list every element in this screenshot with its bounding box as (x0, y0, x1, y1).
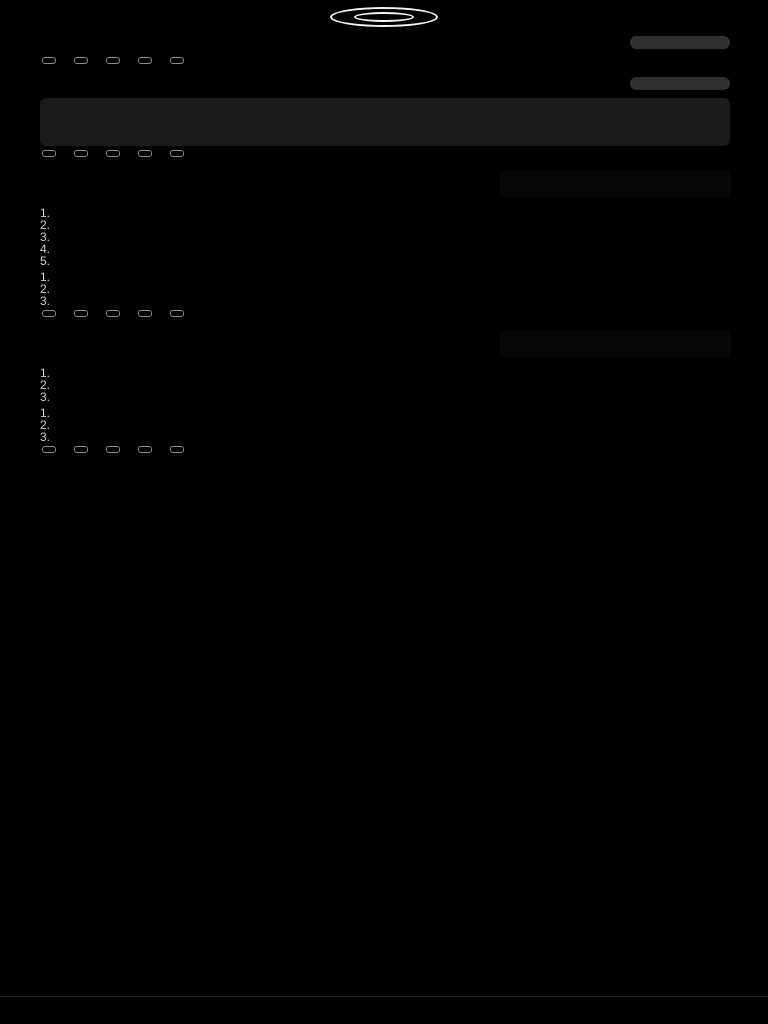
copy-icon[interactable] (42, 57, 56, 64)
message-actions (42, 446, 730, 456)
list-item (40, 208, 730, 218)
thumbs-down-icon[interactable] (106, 310, 120, 317)
list-item (40, 272, 730, 282)
list-item (40, 392, 730, 402)
list-item (40, 256, 730, 266)
list-number: 1. (40, 206, 51, 220)
list-item-text (84, 392, 730, 402)
list-number: 5. (40, 254, 51, 268)
user-message-bubble (630, 77, 730, 90)
read-aloud-icon[interactable] (138, 446, 152, 453)
read-aloud-icon[interactable] (138, 150, 152, 157)
list-item (40, 244, 730, 254)
list-item-text (84, 232, 730, 242)
user-image-upload (40, 330, 730, 360)
copy-icon[interactable] (42, 310, 56, 317)
list-number: 1. (40, 366, 51, 380)
thumbs-down-icon[interactable] (106, 150, 120, 157)
assistant-message (40, 208, 730, 320)
logo-mark (354, 12, 414, 22)
numbered-list (40, 272, 730, 306)
list-number: 4. (40, 242, 51, 256)
numbered-list (40, 368, 730, 402)
assistant-message (40, 368, 730, 456)
list-item-text (84, 272, 730, 282)
regenerate-icon[interactable] (170, 57, 184, 64)
list-item (40, 420, 730, 430)
list-item-text (84, 244, 730, 254)
user-message (40, 36, 730, 49)
list-number: 3. (40, 294, 51, 308)
list-number: 2. (40, 418, 51, 432)
read-aloud-icon[interactable] (138, 310, 152, 317)
thumbs-up-icon[interactable] (74, 57, 88, 64)
list-item (40, 432, 730, 442)
message-actions (42, 150, 730, 160)
copy-icon[interactable] (42, 446, 56, 453)
list-item (40, 284, 730, 294)
list-item (40, 408, 730, 418)
list-item-text (84, 256, 730, 266)
numbered-list (40, 208, 730, 266)
read-aloud-icon[interactable] (138, 57, 152, 64)
list-number: 2. (40, 282, 51, 296)
regenerate-icon[interactable] (170, 310, 184, 317)
thumbs-up-icon[interactable] (74, 446, 88, 453)
top-bar (0, 0, 768, 36)
message-actions (42, 57, 730, 67)
list-item-text (84, 284, 730, 294)
list-number: 1. (40, 406, 51, 420)
thumbs-up-icon[interactable] (74, 310, 88, 317)
copy-icon[interactable] (42, 150, 56, 157)
uploaded-image[interactable] (500, 170, 730, 198)
assistant-message (40, 57, 730, 67)
footer-bar (0, 996, 768, 1024)
assistant-message (40, 98, 730, 160)
list-number: 2. (40, 218, 51, 232)
message-actions (42, 310, 730, 320)
list-item (40, 296, 730, 306)
thumbs-down-icon[interactable] (106, 57, 120, 64)
thumbs-up-icon[interactable] (74, 150, 88, 157)
list-item-text (84, 208, 730, 218)
list-item (40, 380, 730, 390)
conversation (40, 36, 730, 466)
graph-image[interactable] (40, 98, 730, 146)
list-item-text (84, 420, 730, 430)
numbered-list (40, 408, 730, 442)
list-item (40, 232, 730, 242)
list-number: 2. (40, 378, 51, 392)
thumbs-down-icon[interactable] (106, 446, 120, 453)
uploaded-image[interactable] (500, 330, 730, 358)
regenerate-icon[interactable] (170, 446, 184, 453)
list-item (40, 220, 730, 230)
user-message-bubble (630, 36, 730, 49)
list-item-text (84, 220, 730, 230)
regenerate-icon[interactable] (170, 150, 184, 157)
list-item-text (84, 368, 730, 378)
list-number: 3. (40, 430, 51, 444)
list-item-text (84, 380, 730, 390)
list-item-text (84, 432, 730, 442)
list-number: 3. (40, 390, 51, 404)
list-number: 1. (40, 270, 51, 284)
list-number: 3. (40, 230, 51, 244)
list-item-text (84, 296, 730, 306)
user-message (40, 77, 730, 90)
user-image-upload (40, 170, 730, 200)
list-item-text (84, 408, 730, 418)
list-item (40, 368, 730, 378)
app-logo-icon[interactable] (330, 7, 438, 27)
